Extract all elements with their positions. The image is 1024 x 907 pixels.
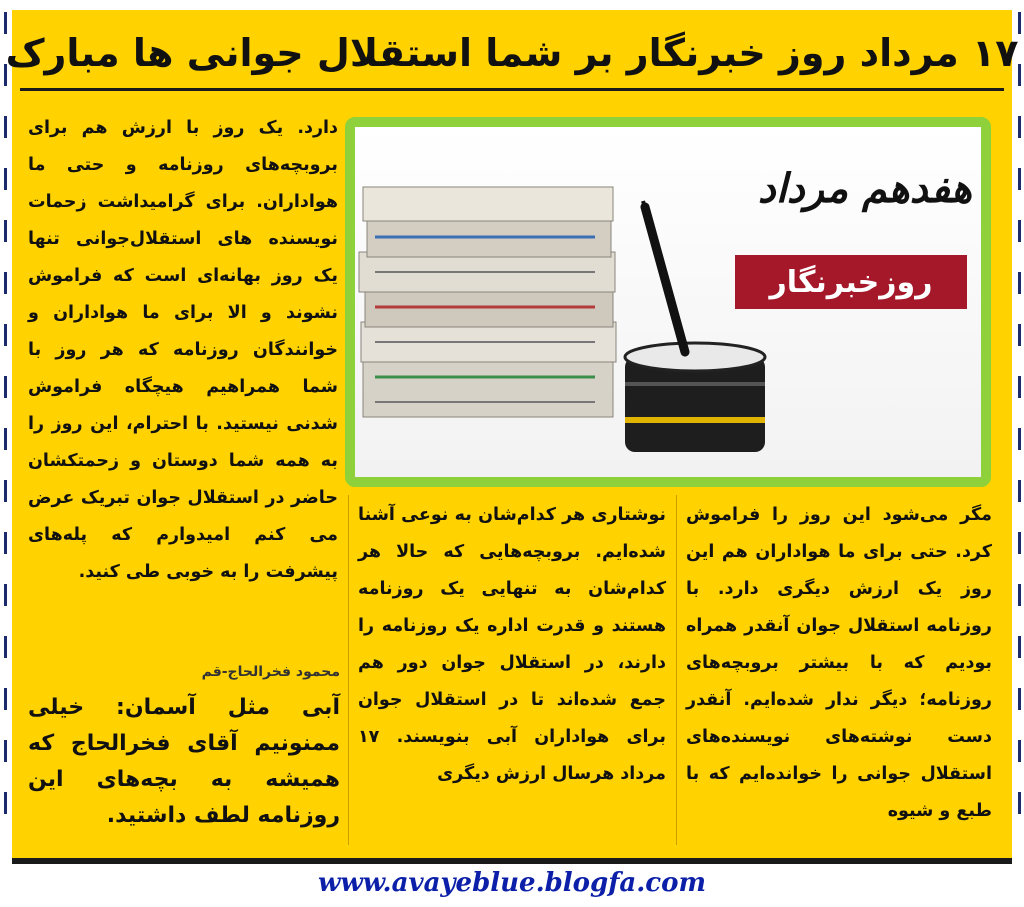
author-signature: محمود فخرالحاج-قم — [201, 664, 340, 680]
left-edge-marks — [2, 12, 8, 847]
bottom-rule — [12, 858, 1012, 864]
headline: ۱۷ مرداد روز خبرنگار بر شما استقلال جوانی ها مبارک — [5, 31, 1019, 75]
editor-reply: آبی مثل آسمان: خیلی ممنونیم آقای فخرالحاج که همیشه به بچه‌های این روزنامه لطف داشتید. — [28, 695, 340, 828]
article-column-left — [28, 110, 338, 591]
footer-url-link[interactable]: www.avayeblue.blogfa.com — [318, 868, 706, 898]
column-divider — [676, 495, 677, 845]
headline-bar — [5, 18, 1019, 91]
column-divider — [348, 495, 349, 845]
column-right-text: مگر می‌شود این روز را فراموش کرد. حتی برای ما هواداران هم این روز یک ارزش دیگری دارد. با روزنامه استقلال جوان آنقدر همراه بودیم که با بیشتر بروبچه‌های روزنامه؛ دیگر ندار شده‌ایم. آنقدر دست نوشته‌های نویسنده‌های استقلال جوانی را خوانده‌ایم که با طبع و شیوه — [686, 505, 992, 821]
column-left-text: دارد. یک روز با ارزش هم برای بروبچه‌های روزنامه و حتی ما هواداران. برای گرامیداشت زحمات نویسنده های استقلال‌جوانی تنها یک روز بهانه‌ای است که فراموش نشوند و الا برای ما هواداران و خوانندگان روزنامه که هر روز با شما همراهیم هیچگاه فراموش شدنی نیستید. با احترام، این روز را به همه شما دوستان و زحمتکشان حاضر در استقلال جوان تبریک عرض می کنم امیدوارم که پله‌های پیشرفت را به خوبی طی کنید. — [28, 118, 338, 582]
article-column-right — [686, 497, 992, 830]
image-banner-title: هفدهم مرداد — [757, 166, 973, 212]
article-photo — [345, 117, 991, 487]
right-edge-marks — [1016, 12, 1022, 847]
newspaper-stack — [359, 187, 616, 417]
column-middle-text: نوشتاری هر کدام‌شان به نوعی آشنا شده‌ایم. بروبچه‌هایی که حالا هر کدام‌شان به تنهایی یک روزنامه هستند و قدرت اداره یک روزنامه را دارند، در استقلال جوان دور هم جمع شده‌اند تا در استقلال جوان برای هواداران آبی بنویسند. ۱۷ مرداد هرسال ارزش دیگری — [358, 505, 666, 784]
pen-icon — [643, 201, 685, 352]
pen-holder — [625, 343, 765, 452]
article-column-middle — [358, 497, 666, 793]
image-banner-label: روزخبرنگار — [735, 255, 967, 309]
